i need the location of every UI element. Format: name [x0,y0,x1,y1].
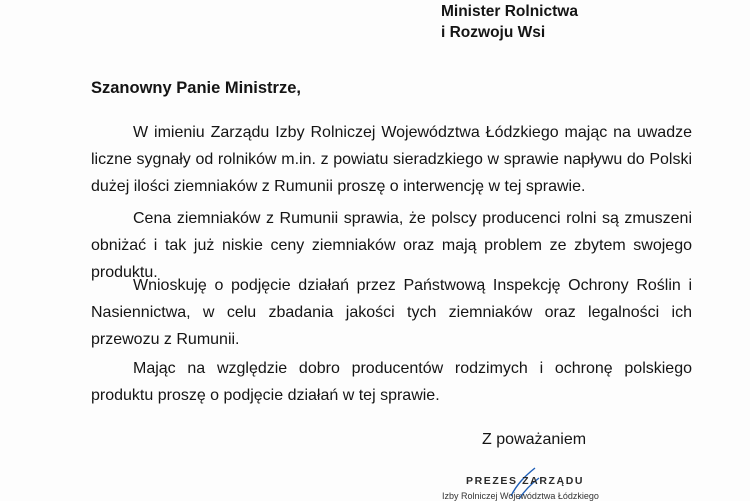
paragraph-4: Mając na względzie dobro producentów rodzimych i ochronę polskiego produktu proszę o podjęcie działań w tej sprawie. [91,360,692,404]
paragraph-1: W imieniu Zarządu Izby Rolniczej Województwa Łódzkiego mając na uwadze liczne sygnały od rolników m.in. z powiatu sieradzkiego w sprawie napływu do Polski dużej ilości ziemniaków z Rumunii proszę o interwencję w tej sprawie. [91,124,692,195]
salutation: Szanowny Panie Ministrze, [91,79,301,97]
stamp-title: PREZES ZARZĄDU [466,475,585,487]
recipient-line-2: i Rozwoju Wsi [441,24,546,41]
paragraph-3: Wnioskuję o podjęcie działań przez Państwową Inspekcję Ochrony Roślin i Nasiennictwa, w celu zbadania jakości tych ziemniaków oraz legalności ich przewozu z Rumunii. [91,277,692,348]
stamp-subtitle: Izby Rolniczej Województwa Łódzkiego [442,491,599,501]
closing: Z poważaniem [482,431,587,448]
paragraph-2: Cena ziemniaków z Rumunii sprawia, że polscy producenci rolni są zmuszeni obniżać i tak już niskie ceny ziemniaków oraz mają problem ze zbytem swojego produktu. [91,210,692,281]
recipient-line-1: Minister Rolnictwa [441,3,578,20]
